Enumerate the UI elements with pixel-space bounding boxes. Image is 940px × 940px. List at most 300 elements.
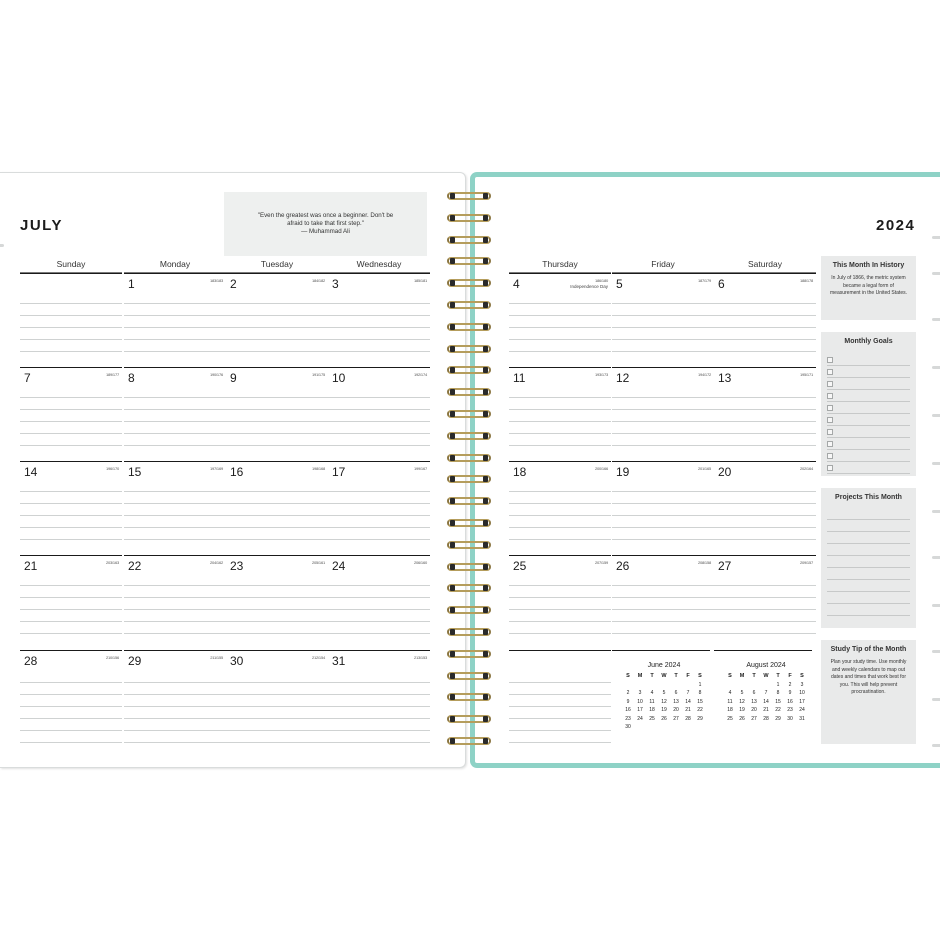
goal-row[interactable] <box>827 366 910 378</box>
day-cell[interactable] <box>509 273 611 361</box>
day-number: 18 <box>513 465 527 479</box>
mini-day: 4 <box>650 690 654 696</box>
mini-day <box>736 682 748 690</box>
mini-day <box>634 682 646 690</box>
day-ordinal: 192/174 <box>413 372 427 377</box>
binding-ring-icon <box>447 299 491 311</box>
day-number: 28 <box>24 654 38 668</box>
day-ordinal: 202/164 <box>799 466 813 471</box>
month-tab[interactable] <box>932 462 940 465</box>
day-cell[interactable] <box>226 367 328 455</box>
mini-day <box>622 682 634 690</box>
study-tip-body: Plan your study time. Use monthly and weekly calendars to map out dates and times that work best for you. This will help prevent procrastination. <box>830 659 907 695</box>
mini-day: 7 <box>764 690 768 696</box>
mini-day: 27 <box>673 715 679 722</box>
history-box <box>821 256 916 320</box>
mini-day <box>760 682 772 690</box>
mini-day: 10 <box>637 698 643 705</box>
mini-day: 30 <box>787 715 793 722</box>
day-cell[interactable] <box>20 555 122 643</box>
day-ordinal: 205/161 <box>311 560 325 565</box>
writing-lines <box>124 574 226 643</box>
holiday-label: Independence Day <box>570 284 608 289</box>
writing-lines <box>124 480 226 549</box>
mini-day: 12 <box>661 698 667 705</box>
mini-day: 24 <box>637 715 643 722</box>
writing-lines <box>20 292 122 361</box>
mini-day: 18 <box>649 707 655 713</box>
quote-author: — Muhammad Ali <box>301 228 350 235</box>
day-header-friday: Friday <box>612 259 714 273</box>
checkbox-icon[interactable] <box>827 369 833 375</box>
mini-day: 9 <box>626 698 630 705</box>
mini-day: 19 <box>739 707 745 713</box>
project-line[interactable] <box>827 568 910 580</box>
month-tab[interactable] <box>932 604 940 607</box>
binding-ring-icon <box>447 364 491 376</box>
day-number: 26 <box>616 559 630 573</box>
project-line[interactable] <box>827 520 910 532</box>
mini-day: 15 <box>697 698 703 705</box>
checkbox-icon[interactable] <box>827 441 833 447</box>
writing-lines <box>20 480 122 549</box>
writing-lines <box>328 671 430 744</box>
day-cell[interactable] <box>226 555 328 643</box>
day-header-thursday: Thursday <box>509 259 611 273</box>
mini-day: 1 <box>698 681 702 688</box>
writing-lines <box>612 386 714 455</box>
day-header-tuesday: Tuesday <box>226 259 328 273</box>
projects-box <box>821 488 916 628</box>
writing-lines <box>328 292 430 361</box>
writing-lines <box>20 671 122 744</box>
month-tab[interactable] <box>932 414 940 417</box>
day-number: 29 <box>128 654 142 668</box>
day-number: 30 <box>230 654 244 668</box>
day-cell[interactable] <box>714 367 816 455</box>
day-ordinal: 183/183 <box>209 278 223 283</box>
writing-lines <box>124 671 226 744</box>
writing-lines <box>714 386 816 455</box>
day-cell[interactable] <box>124 650 226 744</box>
mini-day: 16 <box>625 707 631 713</box>
binding-ring-icon <box>447 212 491 224</box>
mini-day: 26 <box>661 715 667 722</box>
writing-lines <box>509 292 611 361</box>
day-cell[interactable] <box>124 555 226 643</box>
month-tab[interactable] <box>932 366 940 369</box>
day-header-wednesday: Wednesday <box>328 259 430 273</box>
day-number: 8 <box>128 371 135 385</box>
mini-dow: S <box>698 673 702 679</box>
year-title: 2024 <box>876 217 916 234</box>
day-ordinal: 184/182 <box>311 278 325 283</box>
day-number: 24 <box>332 559 346 573</box>
writing-lines <box>226 386 328 455</box>
mini-day: 27 <box>751 715 757 722</box>
project-line[interactable] <box>827 544 910 556</box>
writing-lines <box>226 671 328 744</box>
mini-day: 29 <box>775 715 781 722</box>
mini-dow: T <box>752 673 756 679</box>
day-number: 6 <box>718 277 725 291</box>
day-ordinal: 204/162 <box>209 560 223 565</box>
mini-day: 3 <box>800 681 804 688</box>
day-number: 4 <box>513 277 520 291</box>
month-tab[interactable] <box>932 318 940 321</box>
day-number: 19 <box>616 465 630 479</box>
day-ordinal: 197/169 <box>209 466 223 471</box>
goal-row[interactable] <box>827 462 910 474</box>
day-cell[interactable] <box>714 273 816 361</box>
mini-day: 17 <box>799 698 805 705</box>
writing-lines <box>509 574 611 643</box>
checkbox-icon[interactable] <box>827 465 833 471</box>
day-number: 21 <box>24 559 38 573</box>
study-tip-title: Study Tip of the Month <box>830 646 907 653</box>
mini-day: 15 <box>775 698 781 705</box>
mini-day <box>658 682 670 690</box>
day-ordinal: 212/154 <box>311 655 325 660</box>
writing-lines <box>328 574 430 643</box>
mini-day: 1 <box>776 681 780 688</box>
checkbox-icon[interactable] <box>827 381 833 387</box>
binding-ring-icon <box>447 495 491 507</box>
binding-ring-icon <box>447 234 491 246</box>
writing-lines <box>509 480 611 549</box>
history-title: This Month In History <box>832 262 905 269</box>
mini-day: 10 <box>799 690 805 696</box>
mini-day: 5 <box>740 690 744 696</box>
day-cell[interactable] <box>328 367 430 455</box>
quote-text: "Even the greatest was once a beginner. Don't be afraid to take that first step." <box>257 212 394 227</box>
binding-ring-icon <box>447 473 491 485</box>
day-cell[interactable] <box>714 461 816 549</box>
mini-day: 20 <box>751 707 757 713</box>
mini-calendar-june <box>622 662 706 732</box>
project-line[interactable] <box>827 508 910 520</box>
day-cell[interactable] <box>226 650 328 744</box>
month-tab[interactable] <box>932 556 940 559</box>
goals-title: Monthly Goals <box>844 338 893 345</box>
goal-row[interactable] <box>827 426 910 438</box>
project-line[interactable] <box>827 532 910 544</box>
goal-row[interactable] <box>827 378 910 390</box>
day-cell[interactable] <box>612 461 714 549</box>
day-cell[interactable] <box>509 555 611 643</box>
writing-lines <box>714 574 816 643</box>
day-cell[interactable] <box>20 650 122 744</box>
quote-box <box>224 192 427 256</box>
binding-ring-icon <box>447 539 491 551</box>
writing-lines <box>612 292 714 361</box>
checkbox-icon[interactable] <box>827 393 833 399</box>
month-tab[interactable] <box>932 510 940 513</box>
day-cell[interactable] <box>124 367 226 455</box>
day-cell[interactable] <box>20 367 122 455</box>
goal-row[interactable] <box>827 438 910 450</box>
mini-day: 21 <box>763 707 769 713</box>
day-ordinal: 198/168 <box>311 466 325 471</box>
day-number: 16 <box>230 465 244 479</box>
day-cell[interactable] <box>124 273 226 361</box>
mini-day: 29 <box>697 715 703 722</box>
mini-day: 30 <box>625 724 631 730</box>
day-header-monday: Monday <box>124 259 226 273</box>
binding-ring-icon <box>447 386 491 398</box>
mini-dow: T <box>650 673 654 679</box>
mini-day: 14 <box>685 698 691 705</box>
binding-ring-icon <box>447 691 491 703</box>
mini-day: 21 <box>685 707 691 713</box>
day-ordinal: 208/158 <box>697 560 711 565</box>
goal-row[interactable] <box>827 354 910 366</box>
mini-dow: S <box>800 673 804 679</box>
day-ordinal: 207/159 <box>594 560 608 565</box>
binding-ring-icon <box>447 713 491 725</box>
day-number: 2 <box>230 277 237 291</box>
day-ordinal: 210/156 <box>105 655 119 660</box>
day-number: 1 <box>128 277 135 291</box>
mini-day <box>682 682 694 690</box>
binding-ring-icon <box>447 561 491 573</box>
binding-ring-icon <box>447 735 491 747</box>
day-ordinal: 213/153 <box>413 655 427 660</box>
day-cell[interactable] <box>612 367 714 455</box>
day-cell[interactable] <box>226 461 328 549</box>
mini-day: 28 <box>685 715 691 722</box>
day-ordinal: 206/160 <box>413 560 427 565</box>
day-number: 12 <box>616 371 630 385</box>
mini-dow: S <box>728 673 732 679</box>
writing-lines <box>328 386 430 455</box>
goal-row[interactable] <box>827 414 910 426</box>
writing-lines <box>714 480 816 549</box>
writing-lines <box>226 292 328 361</box>
project-line[interactable] <box>827 604 910 616</box>
writing-lines <box>226 480 328 549</box>
mini-day: 6 <box>674 690 678 696</box>
goal-row[interactable] <box>827 450 910 462</box>
mini-day: 25 <box>727 715 733 722</box>
checkbox-icon[interactable] <box>827 429 833 435</box>
mini-day: 25 <box>649 715 655 722</box>
day-number: 9 <box>230 371 237 385</box>
day-ordinal: 185/181 <box>413 278 427 283</box>
day-ordinal: 211/155 <box>210 655 223 660</box>
page-notch <box>0 244 4 247</box>
mini-day: 4 <box>728 690 732 696</box>
project-line[interactable] <box>827 592 910 604</box>
mini-dow: W <box>763 673 769 679</box>
month-tab[interactable] <box>932 744 940 747</box>
binding-ring-icon <box>447 517 491 529</box>
mini-day: 20 <box>673 707 679 713</box>
day-number: 5 <box>616 277 623 291</box>
month-tab[interactable] <box>932 650 940 653</box>
mini-day: 11 <box>649 698 655 705</box>
empty-day-cell[interactable] <box>20 273 122 361</box>
day-ordinal: 199/167 <box>413 466 427 471</box>
mini-dow: W <box>661 673 667 679</box>
day-ordinal: 191/175 <box>311 372 325 377</box>
projects-title: Projects This Month <box>835 494 902 501</box>
binding-ring-icon <box>447 626 491 638</box>
day-number: 7 <box>24 371 31 385</box>
day-cell[interactable] <box>328 273 430 361</box>
day-number: 11 <box>513 371 526 385</box>
day-number: 13 <box>718 371 732 385</box>
mini-day: 8 <box>776 690 780 696</box>
mini-dow: M <box>739 673 745 679</box>
day-cell[interactable] <box>124 461 226 549</box>
day-ordinal: 200/166 <box>594 466 608 471</box>
mini-dow: T <box>674 673 678 679</box>
binding-ring-icon <box>447 343 491 355</box>
month-tab[interactable] <box>932 698 940 701</box>
day-ordinal: 189/177 <box>105 372 119 377</box>
checkbox-icon[interactable] <box>827 405 833 411</box>
mini-dow: F <box>686 673 690 679</box>
day-cell[interactable] <box>328 650 430 744</box>
mini-day: 2 <box>626 690 630 696</box>
writing-lines <box>509 386 611 455</box>
monthly-goals-box <box>821 332 916 476</box>
writing-lines <box>124 292 226 361</box>
day-number: 22 <box>128 559 142 573</box>
day-ordinal: 195/171 <box>799 372 813 377</box>
day-cell[interactable] <box>509 461 611 549</box>
day-ordinal: 194/172 <box>697 372 711 377</box>
mini-day: 24 <box>799 707 805 713</box>
mini-day: 8 <box>698 690 702 696</box>
mini-day <box>724 682 736 690</box>
month-tab[interactable] <box>932 272 940 275</box>
binding-ring-icon <box>447 452 491 464</box>
day-number: 25 <box>513 559 527 573</box>
mini-day: 23 <box>787 707 793 713</box>
day-ordinal: 209/157 <box>799 560 813 565</box>
mini-day: 16 <box>787 698 793 705</box>
mini-day: 6 <box>752 690 756 696</box>
history-body: In July of 1866, the metric system became a legal form of measurement in the United States. <box>830 275 907 296</box>
mini-calendar-august <box>724 662 808 723</box>
month-tab[interactable] <box>932 236 940 239</box>
mini-day: 14 <box>763 698 769 705</box>
writing-lines <box>612 574 714 643</box>
day-cell[interactable] <box>714 555 816 643</box>
binding-ring-icon <box>447 277 491 289</box>
mini-day: 3 <box>638 690 642 696</box>
mini-day: 5 <box>662 690 666 696</box>
checkbox-icon[interactable] <box>827 453 833 459</box>
day-cell[interactable] <box>328 555 430 643</box>
mini-day: 17 <box>637 707 643 713</box>
day-number: 14 <box>24 465 38 479</box>
mini-day <box>646 682 658 690</box>
day-ordinal: 201/165 <box>697 466 711 471</box>
binding-ring-icon <box>447 255 491 267</box>
day-cell[interactable] <box>612 555 714 643</box>
day-ordinal: 187/179 <box>697 278 711 283</box>
day-ordinal: 186/180 <box>594 278 608 283</box>
mini-day: 31 <box>799 715 805 722</box>
day-cell[interactable] <box>328 461 430 549</box>
day-header-saturday: Saturday <box>714 259 816 273</box>
binding-ring-icon <box>447 582 491 594</box>
month-title: JULY <box>20 217 63 234</box>
day-number: 15 <box>128 465 142 479</box>
mini-day: 2 <box>788 681 792 688</box>
mini-calendar-grid <box>622 673 706 732</box>
mini-dow: T <box>776 673 780 679</box>
day-number: 27 <box>718 559 732 573</box>
writing-lines <box>226 574 328 643</box>
day-number: 23 <box>230 559 244 573</box>
mini-day: 13 <box>673 698 679 705</box>
goal-row[interactable] <box>827 402 910 414</box>
writing-lines <box>509 671 611 744</box>
day-ordinal: 196/170 <box>105 466 119 471</box>
checkbox-icon[interactable] <box>827 357 833 363</box>
study-tip-box <box>821 640 916 744</box>
binding-ring-icon <box>447 670 491 682</box>
binding-ring-icon <box>447 190 491 202</box>
writing-lines <box>20 574 122 643</box>
empty-day-cell[interactable] <box>509 650 611 744</box>
mini-dow: M <box>637 673 643 679</box>
writing-lines <box>612 480 714 549</box>
binding-ring-icon <box>447 408 491 420</box>
day-ordinal: 190/176 <box>209 372 223 377</box>
day-ordinal: 203/163 <box>105 560 119 565</box>
day-cell[interactable] <box>612 273 714 361</box>
writing-lines <box>20 386 122 455</box>
day-number: 31 <box>332 654 346 668</box>
mini-day: 28 <box>763 715 769 722</box>
writing-lines <box>124 386 226 455</box>
mini-calendar-grid <box>724 673 808 723</box>
binding-ring-icon <box>447 604 491 616</box>
day-cell[interactable] <box>509 367 611 455</box>
binding-ring-icon <box>447 430 491 442</box>
day-number: 10 <box>332 371 346 385</box>
binding-ring-icon <box>447 648 491 660</box>
project-line[interactable] <box>827 556 910 568</box>
day-number: 17 <box>332 465 346 479</box>
mini-day: 23 <box>625 715 631 722</box>
mini-day: 22 <box>775 707 781 713</box>
day-header-sunday: Sunday <box>20 259 122 273</box>
checkbox-icon[interactable] <box>827 417 833 423</box>
day-cell[interactable] <box>20 461 122 549</box>
mini-dow: F <box>788 673 792 679</box>
day-ordinal: 193/173 <box>594 372 608 377</box>
mini-calendar-title: June 2024 <box>647 662 681 669</box>
row-divider <box>714 650 812 651</box>
mini-day: 9 <box>788 690 792 696</box>
mini-day: 19 <box>661 707 667 713</box>
goal-row[interactable] <box>827 390 910 402</box>
mini-day <box>670 682 682 690</box>
mini-day: 11 <box>727 698 733 705</box>
day-cell[interactable] <box>226 273 328 361</box>
mini-dow: S <box>626 673 630 679</box>
mini-day: 12 <box>739 698 745 705</box>
day-ordinal: 188/178 <box>799 278 813 283</box>
mini-day <box>748 682 760 690</box>
project-line[interactable] <box>827 580 910 592</box>
